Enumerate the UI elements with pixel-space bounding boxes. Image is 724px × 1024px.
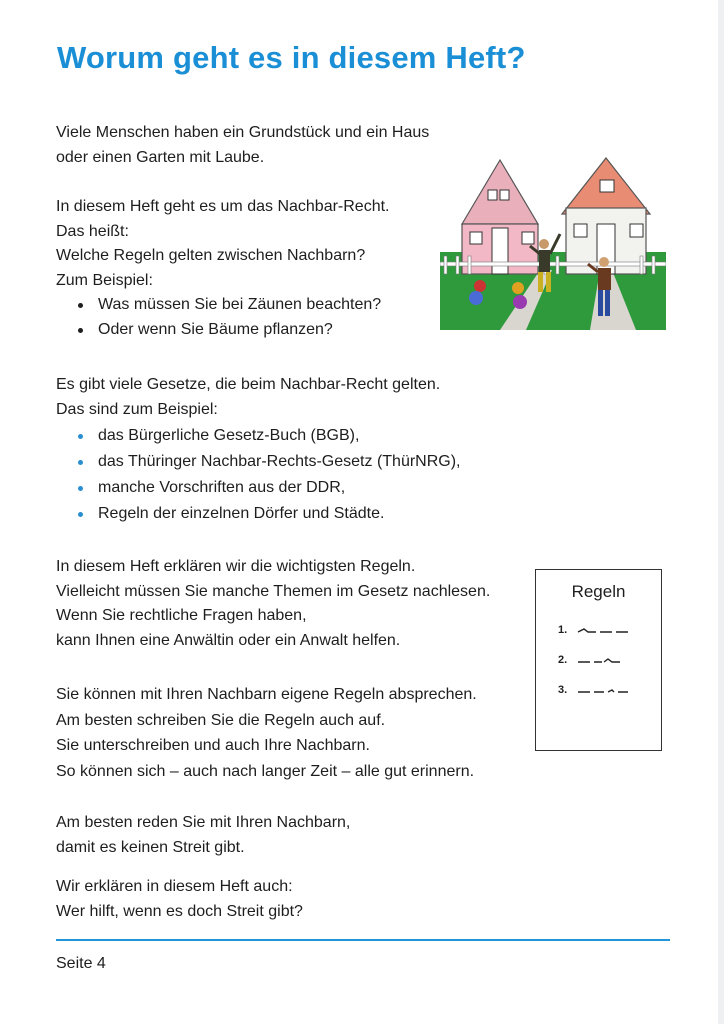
text-line: Sie können mit Ihren Nachbarn eigene Regeln absprechen. — [56, 686, 477, 703]
text-line: Wenn Sie rechtliche Fragen haben, — [56, 607, 307, 624]
text-line: kann Ihnen eine Anwältin oder ein Anwalt helfen. — [56, 631, 401, 649]
agree-paragraph — [56, 682, 477, 784]
laws-paragraph — [56, 373, 461, 527]
text-line: In diesem Heft erklären wir die wichtigsten Regeln. — [56, 558, 416, 575]
text-line: Das heißt: — [56, 222, 129, 240]
explain-paragraph — [56, 555, 490, 653]
intro-paragraph — [56, 121, 429, 170]
text-line: Welche Regeln gelten zwischen Nachbarn? — [56, 247, 366, 264]
rule-scribble-2 — [576, 656, 630, 666]
text-line: Wer hilft, wenn es doch Streit gibt? — [56, 902, 303, 920]
bullet-item: das Bürgerliche Gesetz-Buch (BGB), — [56, 424, 461, 449]
text-line: oder einen Garten mit Laube. — [56, 148, 265, 166]
text-line: Am besten schreiben Sie die Regeln auch auf. — [56, 711, 386, 729]
page-edge — [718, 0, 724, 1024]
rule-scribble-3 — [576, 686, 630, 696]
text-line: In diesem Heft geht es um das Nachbar-Recht. — [56, 198, 390, 215]
topic-paragraph — [56, 195, 390, 342]
houses-neighbors-illustration — [440, 152, 666, 330]
rules-title: Regeln — [571, 582, 626, 601]
text-line: Wir erklären in diesem Heft auch: — [56, 878, 293, 895]
rule-scribble-1 — [576, 626, 630, 636]
help-paragraph — [56, 875, 303, 924]
rule-number: 2. — [558, 654, 568, 666]
bullet-item: Oder wenn Sie Bäume pflanzen? — [56, 318, 390, 343]
text-line: Sie unterschreiben und auch Ihre Nachbarn. — [56, 737, 370, 754]
page-number: Seite 4 — [56, 955, 106, 972]
footer-divider — [56, 939, 670, 941]
rule-number: 3. — [558, 684, 568, 696]
bullet-item: das Thüringer Nachbar-Rechts-Gesetz (ThürNRG), — [56, 450, 461, 475]
text-line: So können sich – auch nach langer Zeit – alle gut erinnern. — [56, 762, 475, 780]
bullet-item: Regeln der einzelnen Dörfer und Städte. — [56, 502, 461, 527]
bullet-item: manche Vorschriften aus der DDR, — [56, 476, 461, 501]
text-line: Vielleicht müssen Sie manche Themen im Gesetz nachlesen. — [56, 582, 491, 600]
text-line: Viele Menschen haben ein Grundstück und ein Haus — [56, 124, 430, 141]
page-title: Worum geht es in diesem Heft? — [57, 40, 526, 75]
text-line: Zum Beispiel: — [56, 271, 153, 289]
rule-number: 1. — [558, 624, 568, 636]
text-line: damit es keinen Streit gibt. — [56, 838, 245, 856]
text-line: Es gibt viele Gesetze, die beim Nachbar-Recht gelten. — [56, 376, 441, 393]
laws-bullet-list — [56, 424, 461, 527]
text-line: Am besten reden Sie mit Ihren Nachbarn, — [56, 814, 351, 831]
bullet-item: Was müssen Sie bei Zäunen beachten? — [56, 293, 390, 318]
rules-note-box — [535, 569, 662, 751]
text-line: Das sind zum Beispiel: — [56, 400, 218, 418]
talk-paragraph — [56, 811, 350, 860]
topic-bullet-list — [56, 293, 390, 342]
